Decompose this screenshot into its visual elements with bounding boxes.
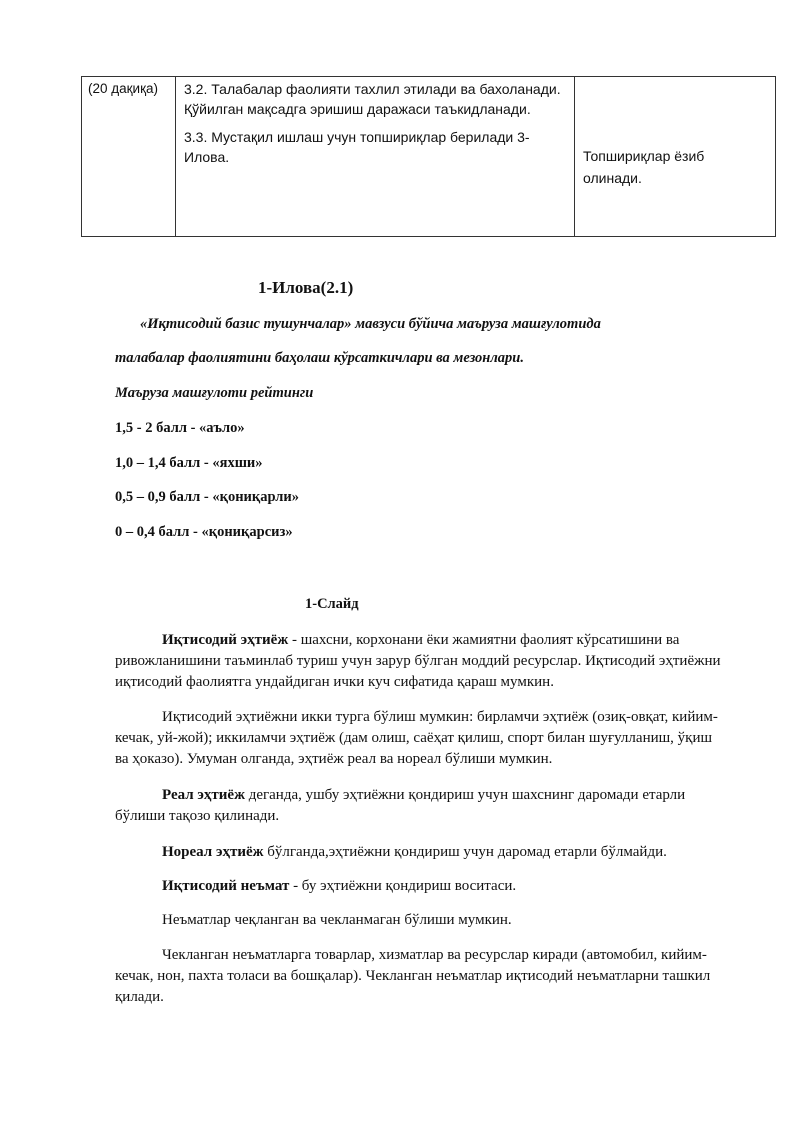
term: Реал эҳтиёж	[162, 787, 245, 803]
term: Иқтисодий эҳтиёж	[162, 632, 289, 648]
term: Иқтисодий неъмат	[162, 878, 290, 894]
teacher-activity-cell	[176, 77, 575, 236]
paragraph-economic-need: Иқтисодий эҳтиёж - шахсни, корхонани ёки жамиятни фаолият кўрсатишини ва ривожланишини таъминлаб туриш учун зарур бўлган моддий ресурслар. Иқтисодий эҳтиёжни иқтисодий фаолиятга ундайдиган ички куч сифатида қараш мумкин.	[115, 632, 721, 690]
paragraph-real-need: Реал эҳтиёж деганда, ушбу эҳтиёжни қондириш учун шахснинг даромади етарли бўлиши тақозо қилинади.	[115, 787, 686, 824]
paragraph-goods-types: Неъматлар чеқланган ва чекланмаган бўлиши мумкин.	[162, 912, 512, 928]
student-activity-cell	[575, 77, 775, 236]
time-cell: (20 дақиқа)	[82, 77, 176, 236]
rating-item: 1,5 - 2 балл - «аъло»	[115, 420, 245, 436]
rating-title: Маъруза машғулоти рейтинги	[115, 385, 314, 401]
appendix-title: 1-Илова(2.1)	[258, 278, 354, 297]
paragraph-economic-good: Иқтисодий неъмат - бу эҳтиёжни қондириш воситаси.	[162, 878, 517, 894]
student-action-text: Топшириқлар ёзиб олинади.	[583, 148, 705, 186]
rating-item: 1,0 – 1,4 балл - «яхши»	[115, 455, 263, 471]
paragraph-limited-goods: Чекланган неъматларга товарлар, хизматлар ва ресурслар киради (автомобил, кийим-кечак, нон, пахта толаси ва бошқалар). Чекланган неъматлар иқтисодий неъматларни ташкил қилади.	[115, 947, 711, 1005]
slide-title: 1-Слайд	[305, 596, 359, 612]
paragraph-unreal-need: Нореал эҳтиёж бўлганда,эҳтиёжни қондириш учун даромад етарли бўлмайди.	[162, 844, 667, 860]
paragraph-need-types: Иқтисодий эҳтиёжни икки турга бўлиш мумкин: бирламчи эҳтиёж (озиқ-овқат, кийим-кечак, уй-жой); иккиламчи эҳтиёж (дам олиш, саёҳат қилиш, спорт билан шуғулланиш, ўқиш ва ҳоказо). Умуман олганда, эҳтиёж реал ва нореал бўлиши мумкин.	[115, 709, 718, 767]
rating-item: 0,5 – 0,9 балл - «қониқарли»	[115, 489, 299, 505]
rating-item: 0 – 0,4 балл - «қониқарсиз»	[115, 524, 293, 540]
term: Нореал эҳтиёж	[162, 844, 264, 860]
step-3-2: 3.2. Талабалар фаолияти тахлил этилади ва бахоланади. Қўйилган мақсадга эришиш даражаси таъкидланади.	[184, 81, 561, 117]
appendix-subtitle-1: «Иқтисодий базис тушунчалар» мавзуси бўйича маъруза машғулотида	[140, 316, 601, 332]
appendix-subtitle-2: талабалар фаолиятини баҳолаш кўрсаткичлари ва мезонлари.	[115, 350, 524, 366]
lesson-table	[81, 76, 776, 237]
step-3-3: 3.3. Мустақил ишлаш учун топшириқлар берилади 3-Илова.	[184, 129, 530, 165]
